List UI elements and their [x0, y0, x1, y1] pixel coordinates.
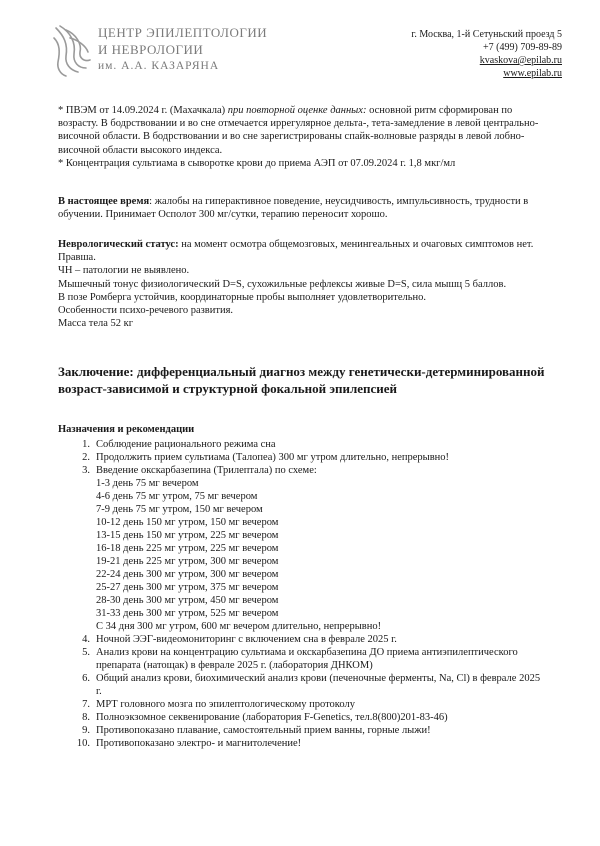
schedule-step: С 34 дня 300 мг утром, 600 мг вечером длительно, непрерывно! [96, 621, 382, 632]
schedule-step: 4-6 день 75 мг утром, 75 мг вечером [96, 491, 258, 502]
rec-num: 2. [82, 452, 90, 463]
rec-item [58, 451, 548, 464]
neuro-line-1: на момент осмотра общемозговых, менингеальных и очаговых симптомов нет. Правша. [58, 239, 534, 264]
neuro-line-2: ЧН – патологии не выявлено. [58, 265, 190, 277]
rec-text: Введение окскарбазепина (Трилептала) по схеме: [96, 465, 317, 476]
rec-text: Продолжить прием сультиама (Талопеа) 300 мг утром длительно, непрерывно! [96, 452, 450, 463]
rec-item [58, 633, 548, 646]
schedule-step: 19-21 день 225 мг утром, 300 мг вечером [96, 556, 279, 567]
conclusion: Заключение: дифференциальный диагноз между генетически-детерминированной возраст-зависимой и структурной фокальной эпилепсией [58, 364, 545, 396]
eeg-italic: при повторной оценке данных: [227, 105, 367, 116]
org-line-2: И НЕВРОЛОГИИ [98, 42, 204, 57]
rec-item [58, 737, 548, 750]
rec-num: 6. [82, 673, 90, 684]
website-link[interactable]: www.epilab.ru [503, 68, 562, 79]
current-section [58, 195, 548, 221]
rec-item [58, 672, 548, 698]
current-text: : жалобы на гиперактивное поведение, неусидчивость, импульсивность, трудности в обучении. Принимает Осполот 300 мг/сутки, терапию переносит хорошо. [58, 196, 529, 221]
neuro-line-4: В позе Ромберга устойчив, координаторные пробы выполняет удовлетворительно. [58, 291, 427, 303]
neuro-section [58, 238, 548, 330]
rec-num: 3. [82, 465, 90, 476]
schedule-step: 22-24 день 300 мг утром, 300 мг вечером [96, 569, 279, 580]
neuro-line-5: Особенности психо-речевого развития. [58, 305, 234, 317]
org-line-3: им. А.А. КАЗАРЯНА [98, 60, 220, 72]
recommendations-title: Назначения и рекомендации [58, 424, 195, 435]
schedule-step: 28-30 день 300 мг утром, 450 мг вечером [96, 595, 279, 606]
eeg-paragraph [58, 104, 548, 157]
rec-text: Анализ крови на концентрацию сультиама и окскарбазепина ДО приема антиэпилептического препарата (натощак) в феврале 2025 г. (лаборатория ДНКОМ) [96, 647, 518, 671]
rec-num: 9. [82, 725, 90, 736]
schedule-step: 13-15 день 150 мг утром, 225 мг вечером [96, 530, 279, 541]
rec-item [58, 646, 548, 672]
schedule-step: 25-27 день 300 мг утром, 375 мг вечером [96, 582, 279, 593]
rec-num: 8. [82, 712, 90, 723]
rec-text: Полноэкзомное секвенирование (лаборатория F-Genetics, тел.8(800)201-83-46) [96, 712, 448, 723]
rec-item [58, 711, 548, 724]
rec-text: Ночной ЭЭГ-видеомониторинг с включением сна в феврале 2025 г. [96, 634, 397, 645]
phone: +7 (499) 709-89-89 [483, 42, 562, 53]
rec-num: 7. [82, 699, 90, 710]
schedule-step: 31-33 день 300 мг утром, 525 мг вечером [96, 608, 279, 619]
rec-text: Соблюдение рационального режима сна [96, 439, 276, 450]
schedule-step: 10-12 день 150 мг утром, 150 мг вечером [96, 517, 279, 528]
rec-text: Противопоказано плавание, самостоятельный прием ванны, горные лыжи! [96, 725, 431, 736]
eeg-prefix: * ПВЭМ от 14.09.2024 г. (Махачкала) [58, 105, 228, 116]
contacts [411, 28, 562, 80]
dosing-schedule [96, 477, 548, 633]
rec-item [58, 698, 548, 711]
rec-num: 5. [82, 647, 90, 658]
clinic-logo [50, 22, 94, 78]
rec-item [58, 724, 548, 737]
neuro-line-6: Масса тела 52 кг [58, 318, 134, 330]
rec-num: 4. [82, 634, 90, 645]
current-label: В настоящее время [58, 196, 150, 207]
org-line-1: ЦЕНТР ЭПИЛЕПТОЛОГИИ [98, 25, 268, 40]
email-link[interactable]: kvaskova@epilab.ru [479, 55, 562, 66]
eeg-text: основной ритм сформирован по возрасту. В бодрствовании и во сне отмечается иррегулярное дельта-, тета-замедление в левой центрально-височной области. В бодрствовании и во сне зарегистрированы спайк-волновые разряды в левой лобно-височной области высокого индекса. [58, 105, 539, 156]
rec-text: Общий анализ крови, биохимический анализ крови (печеночные ферменты, Na, Cl) в феврале 2025 г. [96, 673, 541, 697]
org-name [98, 24, 267, 75]
rec-text: МРТ головного мозга по эпилептологическому протоколу [96, 699, 355, 710]
concentration-line: * Концентрация сультиама в сыворотке крови до приема АЭП от 07.09.2024 г. 1,8 мкг/мл [58, 157, 456, 169]
schedule-step: 1-3 день 75 мг вечером [96, 478, 199, 489]
rec-item [58, 464, 548, 633]
rec-item [58, 438, 548, 451]
neuro-line-3: Мышечный тонус физиологический D=S, сухожильные рефлексы живые D=S, сила мышц 5 баллов. [58, 278, 507, 290]
rec-num: 1. [82, 439, 90, 450]
eeg-section [58, 104, 548, 170]
neuro-label: Неврологический статус: [58, 239, 179, 250]
recommendations-list [58, 438, 548, 750]
address: г. Москва, 1-й Сетуньский проезд 5 [411, 29, 562, 40]
rec-text-schedule [96, 464, 548, 633]
schedule-step: 7-9 день 75 мг утром, 150 мг вечером [96, 504, 263, 515]
rec-num: 10. [76, 738, 90, 749]
rec-text: Противопоказано электро- и магнитолечение! [96, 738, 302, 749]
schedule-step: 16-18 день 225 мг утром, 225 мг вечером [96, 543, 279, 554]
